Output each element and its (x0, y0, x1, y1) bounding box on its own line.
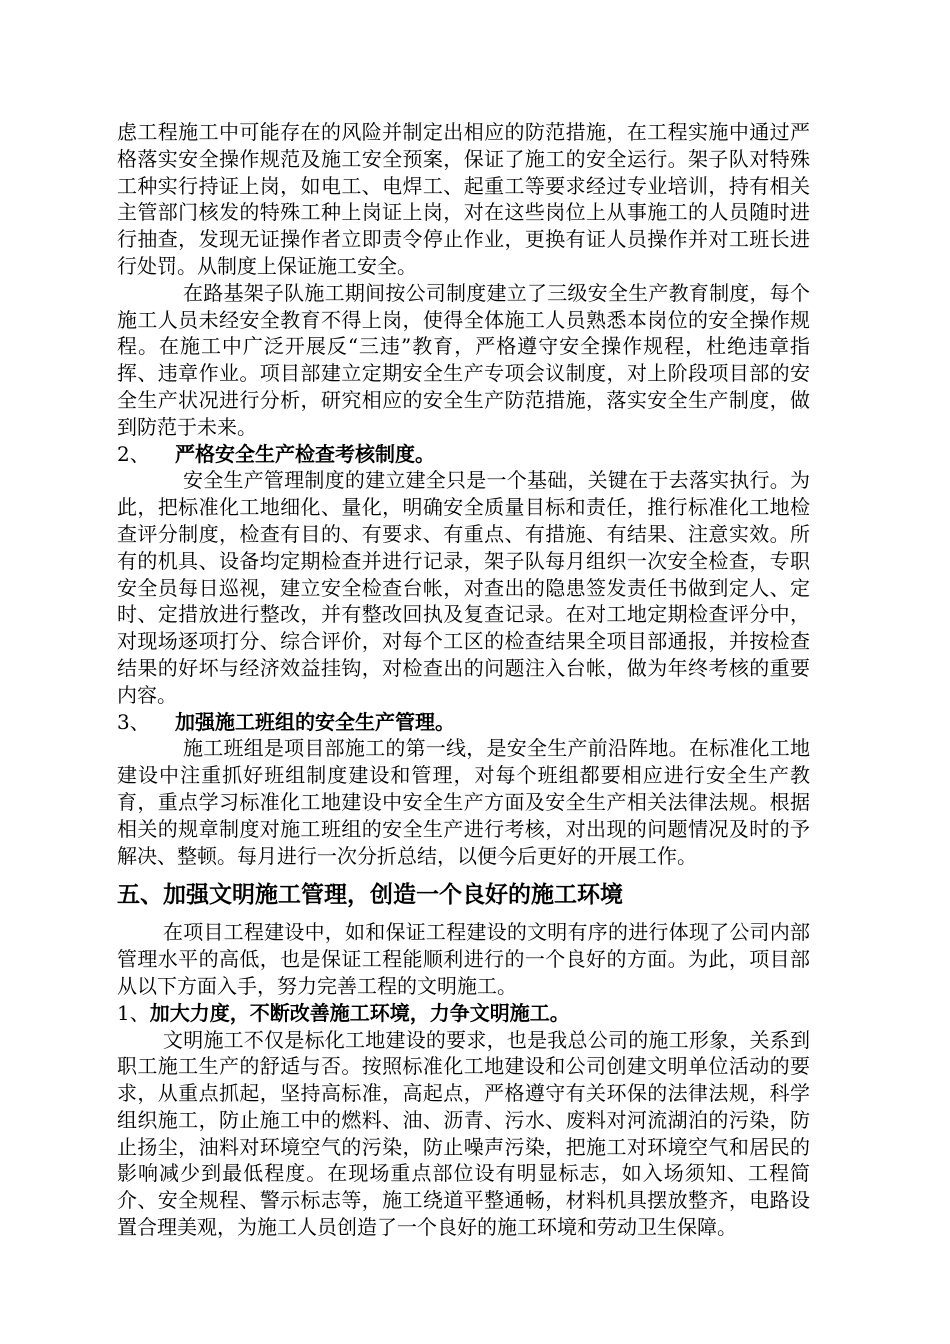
paragraph-team-management: 施工班组是项目部施工的第一线，是安全生产前沿阵地。在标准化工地建设中注重抓好班组制度建设和管理，对每个班组都要相应进行安全生产教育，重点学习标准化工地建设中安全生产方面及安全生产相关法律法规。根据相关的规章制度对施工班组的安全生产进行考核，对出现的问题情况及时的予解决、整顿。每月进行一次分折总结，以便今后更好的开展工作。 (117, 736, 810, 868)
document-page (117, 119, 810, 1241)
paragraph-inspection: 安全生产管理制度的建立建全只是一个基础，关键在于去落实执行。为此，把标准化工地细化、量化，明确安全质量目标和责任，推行标准化工地检查评分制度，检查有目的、有要求、有重点、有措施、有结果、注意实效。所有的机具、设备均定期检查并进行记录，架子队每月组织一次安全检查，专职安全员每日巡视，建立安全检查台帐，对查出的隐患签发责任书做到定人、定时、定措放进行整改，并有整改回执及复查记录。在对工地定期检查评分中，对现场逐项打分、综合评价，对每个工区的检查结果全项目部通报，并按检查结果的好坏与经济效益挂钩，对检查出的问题注入台帐，做为年终考核的重要内容。 (117, 468, 810, 707)
heading-3-text: 加强施工班组的安全生产管理。 (175, 709, 455, 734)
subheading-5-1-text: 加大力度，不断改善施工环境，力争文明施工。 (149, 1000, 570, 1025)
section-5-title: 五、加强文明施工管理，创造一个良好的施工环境 (117, 882, 623, 909)
heading-2-number: 2、 (117, 441, 150, 466)
paragraph-section-5-intro: 在项目工程建设中，如和保证工程建设的文明有序的进行体现了公司内部管理水平的高低，也是保证工程能顺利进行的一个良好的方面。为此，项目部从以下方面入手，努力完善工程的文明施工。 (117, 920, 810, 998)
heading-3 (117, 709, 810, 736)
heading-2 (117, 441, 810, 468)
heading-2-text: 严格安全生产检查考核制度。 (175, 441, 435, 466)
heading-3-number: 3、 (117, 709, 150, 734)
paragraph-education-system: 在路基架子队施工期间按公司制度建立了三级安全生产教育制度，每个施工人员未经安全教育不得上岗，使得全体施工人员熟悉本岗位的安全操作规程。在施工中广泛开展反“三违”教育，严格遵守安全操作规程，杜绝违章指挥、违章作业。项目部建立定期安全生产专项会议制度，对上阶段项目部的安全生产状况进行分析，研究相应的安全生产防范措施，落实安全生产制度，做到防范于未来。 (117, 280, 810, 439)
subheading-5-1-number: 1、 (117, 1000, 150, 1025)
paragraph-continuation: 虑工程施工中可能存在的风险并制定出相应的防范措施，在工程实施中通过严格落实安全操作规范及施工安全预案，保证了施工的安全运行。架子队对特殊工种实行持证上岗，如电工、电焊工、起重工等要求经过专业培训，持有相关主管部门核发的特殊工种上岗证上岗，对在这些岗位上从事施工的人员随时进行抽查，发现无证操作者立即责令停止作业，更换有证人员操作并对工班长进行处罚。从制度上保证施工安全。 (117, 120, 810, 278)
subheading-5-1 (117, 1000, 810, 1027)
paragraph-civilized-construction: 文明施工不仅是标化工地建设的要求，也是我总公司的施工形象，关系到职工施工生产的舒适与否。按照标准化工地建设和公司创建文明单位活动的要求，从重点抓起，坚持高标准，高起点，严格遵守有关环保的法律法规，科学组织施工，防止施工中的燃料、油、沥青、污水、废料对河流湖泊的污染，防止扬尘，油料对环境空气的污染，防止噪声污染，把施工对环境空气和居民的影响减少到最低程度。在现场重点部位设有明显标志，如入场须知、工程简介、安全规程、警示标志等，施工绕道平整通畅，材料机具摆放整齐，电路设置合理美观，为施工人员创造了一个良好的施工环境和劳动卫生保障。 (117, 1027, 810, 1240)
